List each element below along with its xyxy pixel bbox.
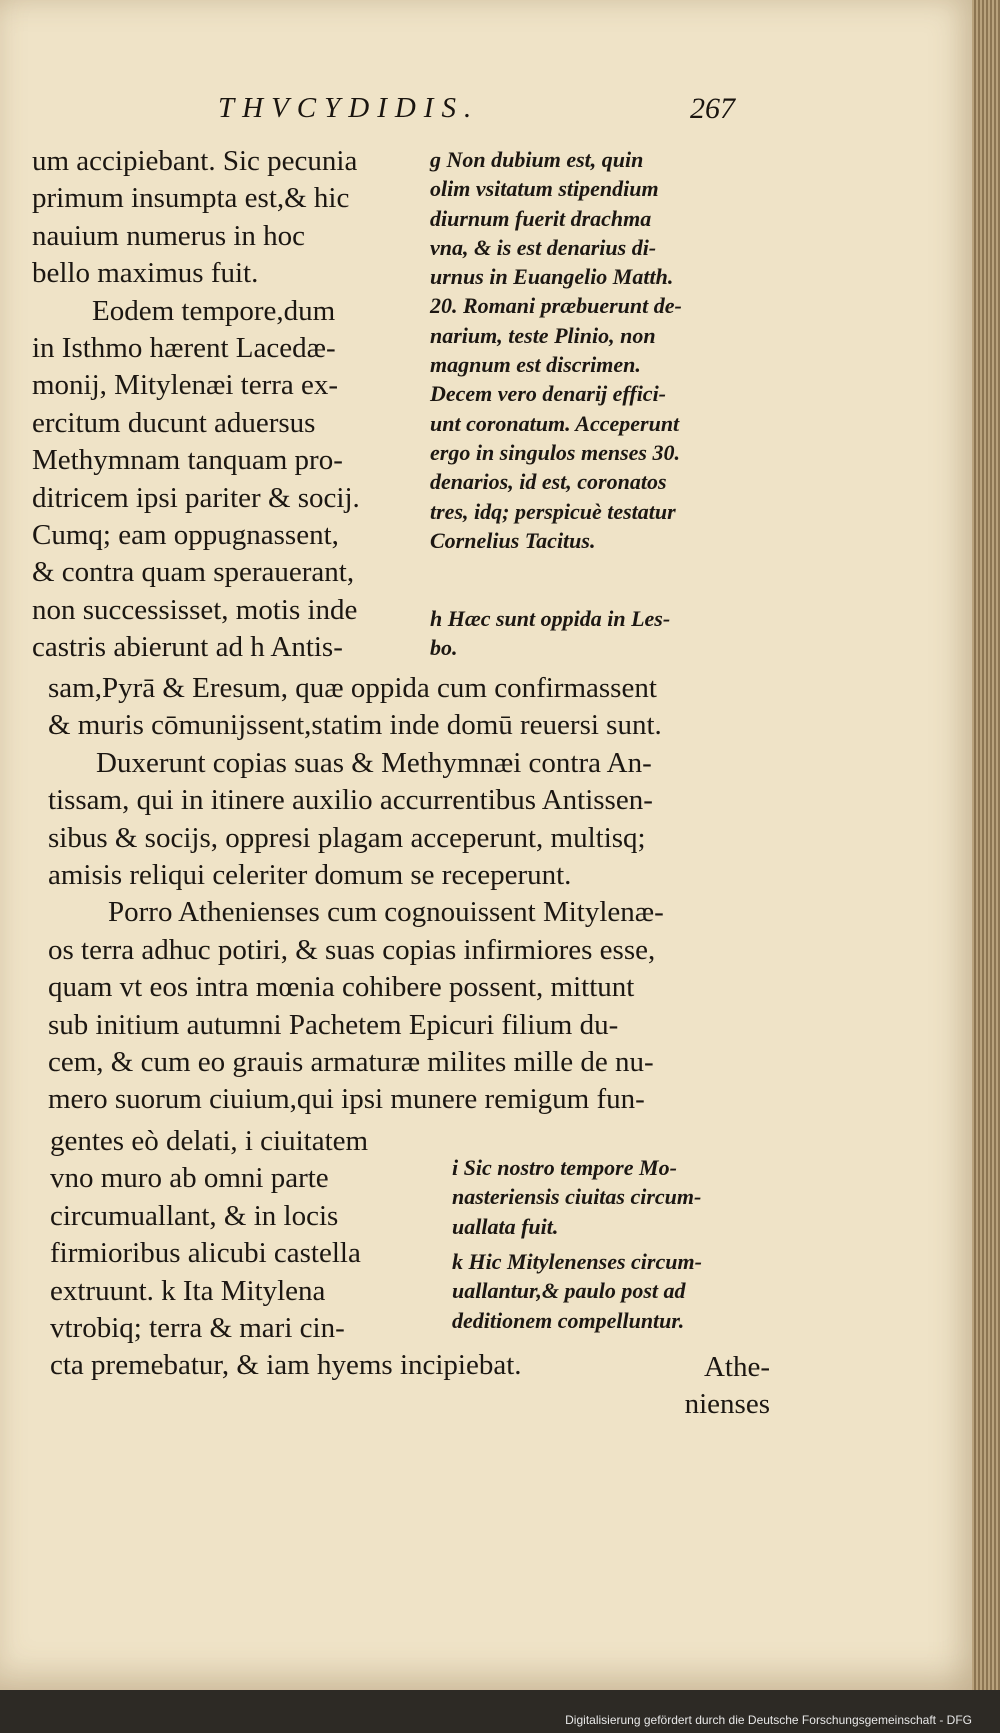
- text-line: bello maximus fuit.: [32, 257, 259, 290]
- text-line: in Isthmo hærent Lacedæ-: [32, 332, 336, 365]
- text-line: Duxerunt copias suas & Methymnæi contra An-: [96, 746, 652, 779]
- text-line: non successisset, motis inde: [32, 593, 358, 626]
- page-edge: [972, 0, 1000, 1700]
- note-line: olim vsitatum stipendium: [430, 176, 659, 202]
- text-line: nauium numerus in hoc: [32, 219, 306, 252]
- note-line: 20. Romani præbuerunt de-: [430, 293, 682, 319]
- note-line: i Sic nostro tempore Mo-: [452, 1155, 677, 1180]
- note-line: k Hic Mitylenenses circum-: [452, 1249, 702, 1274]
- page-number: 267: [690, 92, 735, 125]
- note-line: g Non dubium est, quin: [430, 147, 644, 172]
- footer-credit: Digitalisierung gefördert durch die Deutsche Forschungsgemeinschaft - DFG: [565, 1713, 972, 1727]
- marginal-note-k: [452, 1247, 782, 1335]
- note-line: deditionem compelluntur.: [452, 1307, 685, 1333]
- note-line: Decem vero denarij effici-: [430, 381, 667, 407]
- text-line: sam,Pyrā & Eresum, quæ oppida cum confirmassent: [48, 672, 657, 704]
- marginal-note-i: [452, 1153, 782, 1241]
- text-line: Porro Athenienses cum cognouissent Mitylenæ-: [108, 896, 664, 929]
- marginal-note-g: [430, 145, 760, 555]
- text-line: Cumq; eam oppugnassent,: [32, 519, 339, 552]
- note-line: Cornelius Tacitus.: [430, 527, 596, 553]
- note-line: narium, teste Plinio, non: [430, 322, 656, 348]
- text-line: cta premebatur, & iam hyems incipiebat.: [50, 1349, 522, 1382]
- text-line: nienses: [684, 1388, 770, 1421]
- text-line: & muris cōmunijssent,statim inde domū reuersi sunt.: [48, 709, 662, 742]
- text-line: & contra quam sperauerant,: [32, 556, 355, 589]
- text-line: vno muro ab omni parte: [50, 1162, 329, 1195]
- note-line: uallata fuit.: [452, 1213, 559, 1239]
- text-line: monij, Mitylenæi terra ex-: [32, 369, 339, 402]
- note-line: denarios, id est, coronatos: [430, 469, 667, 495]
- note-line: uallantur,& paulo post ad: [452, 1278, 686, 1304]
- text-line: os terra adhuc potiri, & suas copias infirmiores esse,: [48, 933, 656, 966]
- bottom-strip: [0, 1690, 1000, 1733]
- text-line: mero suorum ciuium,qui ipsi munere remigum fun-: [48, 1083, 645, 1116]
- text-line: ercitum ducunt aduersus: [32, 406, 316, 439]
- text-line: primum insumpta est,& hic: [32, 182, 350, 215]
- text-line: quam vt eos intra mœnia cohibere possent, mittunt: [48, 971, 635, 1004]
- text-line: tissam, qui in itinere auxilio accurrentibus Antissen-: [48, 784, 653, 817]
- text-line: vtrobiq; terra & mari cin-: [50, 1312, 345, 1345]
- text-line: ditricem ipsi pariter & socij.: [32, 481, 360, 514]
- text-line: Methymnam tanquam pro-: [32, 444, 343, 477]
- note-line: vna, & is est denarius di-: [430, 234, 657, 260]
- note-line: urnus in Euangelio Matth.: [430, 264, 674, 290]
- note-line: unt coronatum. Acceperunt: [430, 410, 680, 436]
- text-line: gentes eò delati, i ciuitatem: [50, 1125, 369, 1157]
- text-line: sub initium autumni Pachetem Epicuri filium du-: [48, 1008, 619, 1041]
- catchword: [670, 1349, 770, 1424]
- note-line: diurnum fuerit drachma: [430, 205, 652, 231]
- marginal-note-h: [430, 604, 760, 663]
- text-line: cem, & cum eo grauis armaturæ milites mille de nu-: [48, 1046, 654, 1079]
- main-text-top-left: [32, 143, 422, 667]
- note-line: magnum est discrimen.: [430, 352, 641, 378]
- note-line: ergo in singulos menses 30.: [430, 439, 680, 465]
- text-line: Athe-: [703, 1351, 770, 1383]
- text-line: circumuallant, & in locis: [50, 1199, 339, 1232]
- text-line: sibus & socijs, oppresi plagam acceperunt, multisq;: [48, 821, 646, 854]
- note-line: nasteriensis ciuitas circum-: [452, 1184, 702, 1210]
- text-line: castris abierunt ad h Antis-: [32, 631, 343, 664]
- note-line: h Hæc sunt oppida in Les-: [430, 606, 671, 631]
- note-line: tres, idq; perspicuè testatur: [430, 498, 676, 524]
- text-line: amisis reliqui celeriter domum se receperunt.: [48, 859, 572, 892]
- text-line: Eodem tempore,dum: [92, 294, 336, 327]
- running-title: THVCYDIDIS.: [218, 92, 480, 124]
- text-line: extruunt. k Ita Mitylena: [50, 1274, 326, 1307]
- note-line: bo.: [430, 635, 458, 661]
- main-text-full-width: [48, 670, 768, 1119]
- text-line: firmioribus alicubi castella: [50, 1237, 361, 1270]
- text-line: um accipiebant. Sic pecunia: [32, 145, 358, 177]
